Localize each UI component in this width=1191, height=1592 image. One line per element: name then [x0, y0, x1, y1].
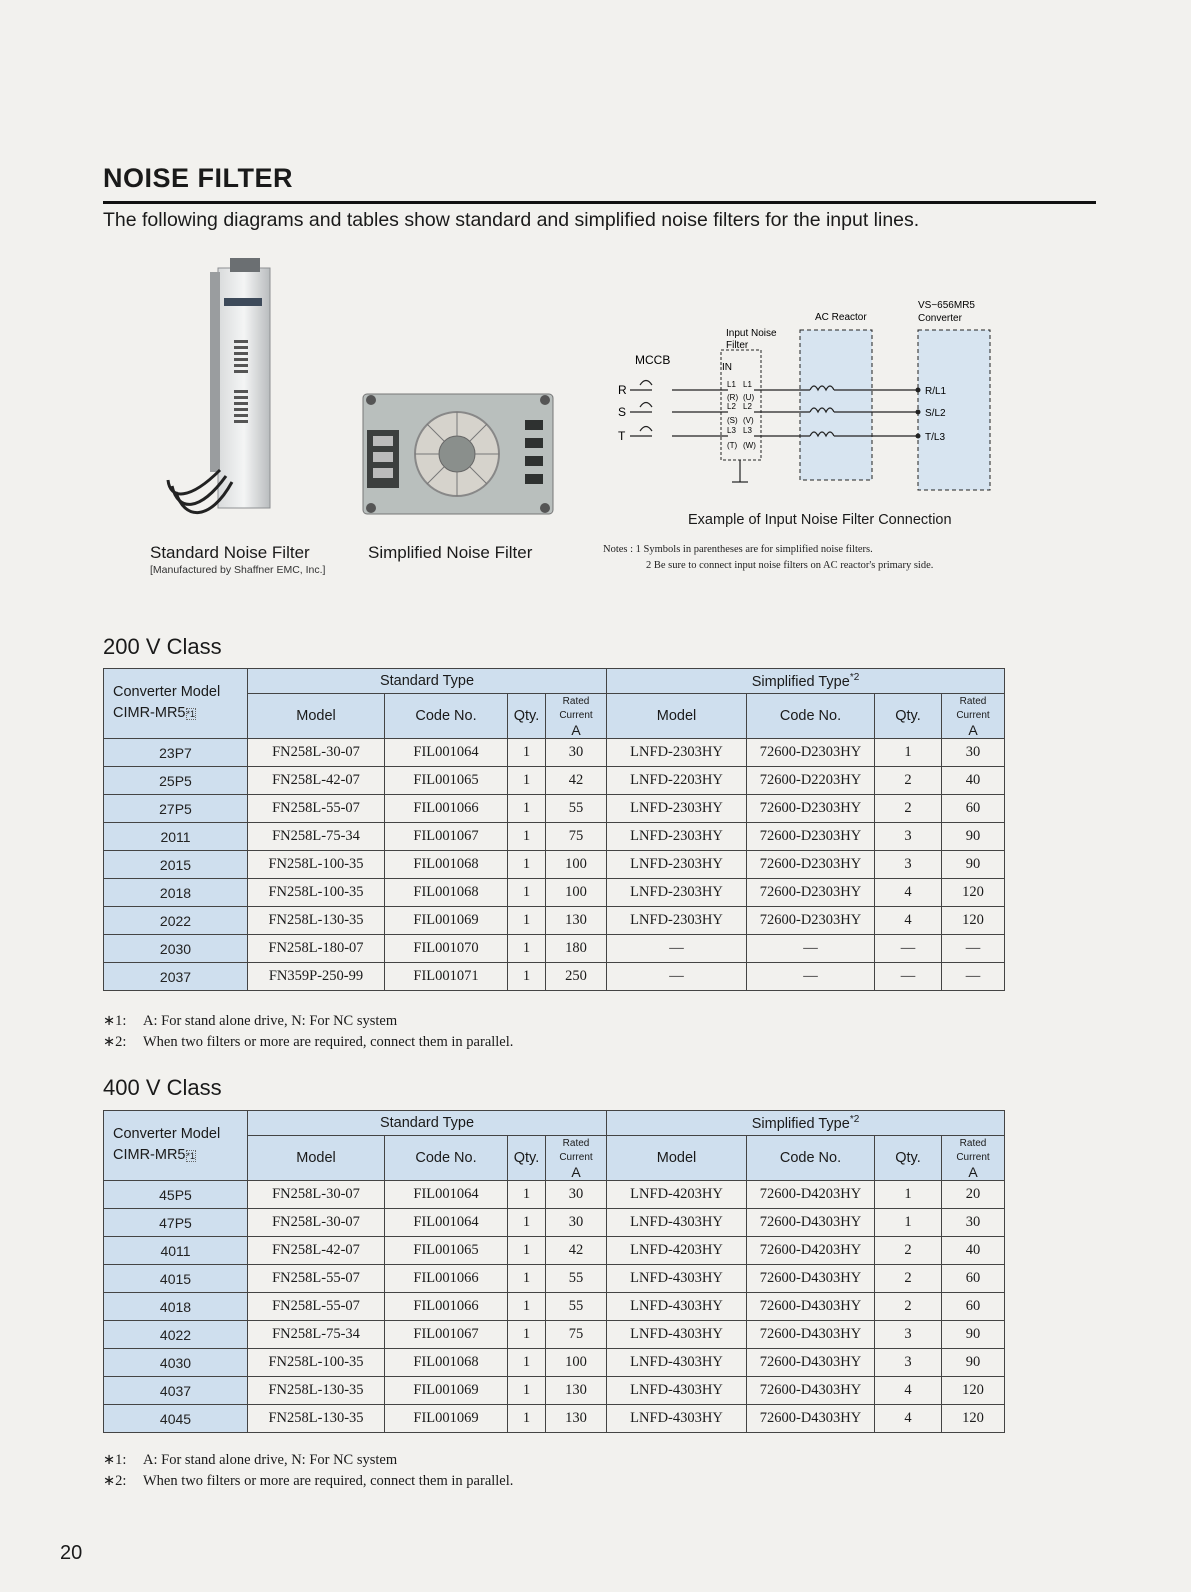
simp-current-cell: 120	[942, 1377, 1005, 1405]
page-number: 20	[60, 1542, 83, 1564]
s-label: S	[618, 405, 627, 419]
s-paren-label: (S)	[727, 416, 738, 425]
standard-type-header: Standard Type	[248, 669, 607, 694]
footnote-2: When two filters or more are required, connect them in parallel.	[143, 1034, 514, 1050]
table-row	[104, 1237, 1005, 1265]
simp-code-cell: 72600-D2303HY	[747, 795, 875, 823]
table-row	[104, 1181, 1005, 1209]
table-row	[104, 823, 1005, 851]
simp-qty-cell: 4	[875, 879, 942, 907]
simp-current-cell: 20	[942, 1181, 1005, 1209]
tl3-label: T/L3	[925, 432, 946, 443]
table-row	[104, 1349, 1005, 1377]
simp-qty-cell: 2	[875, 795, 942, 823]
converter-model-cell: 4045	[104, 1405, 248, 1433]
simp-code-cell: 72600-D4203HY	[747, 1237, 875, 1265]
std-code-cell: FIL001065	[385, 767, 508, 795]
sl2-label: S/L2	[925, 408, 946, 419]
converter-model-cell: 4037	[104, 1377, 248, 1405]
std-qty-cell: 1	[508, 851, 546, 879]
simp-model-cell: LNFD-2303HY	[607, 907, 747, 935]
standard-filter-caption: Standard Noise Filter	[150, 543, 310, 562]
simp-code-header: Code No.	[747, 694, 875, 739]
simp-code-cell: 72600-D4303HY	[747, 1321, 875, 1349]
std-code-cell: FIL001070	[385, 935, 508, 963]
r-label: R	[618, 383, 627, 397]
notes-prefix: Notes :	[603, 544, 634, 555]
converter-label2: Converter	[918, 313, 962, 324]
simp-rated-current-header: Rated Current A	[942, 694, 1005, 739]
std-current-cell: 30	[546, 739, 607, 767]
std-code-cell: FIL001067	[385, 1321, 508, 1349]
t-paren-label: (T)	[727, 441, 738, 450]
l3-out-label: L3	[743, 426, 752, 435]
simp-model-cell: LNFD-2303HY	[607, 795, 747, 823]
simp-model-cell: LNFD-2303HY	[607, 739, 747, 767]
std-code-cell: FIL001069	[385, 907, 508, 935]
simp-qty-cell: 2	[875, 1293, 942, 1321]
simp-code-cell: 72600-D2303HY	[747, 907, 875, 935]
simp-rated-current-header: Rated Current A	[942, 1136, 1005, 1181]
table-row	[104, 1293, 1005, 1321]
r-paren-label: (R)	[727, 393, 739, 402]
simp-code-cell: 72600-D4303HY	[747, 1405, 875, 1433]
std-current-cell: 75	[546, 823, 607, 851]
simp-model-cell: LNFD-4203HY	[607, 1237, 747, 1265]
simplified-type-header: Simplified Type$^{*2}$	[607, 669, 1005, 694]
std-current-cell: 42	[546, 767, 607, 795]
table-row	[104, 795, 1005, 823]
std-current-cell: 100	[546, 1349, 607, 1377]
simp-code-cell: 72600-D4203HY	[747, 1181, 875, 1209]
std-code-cell: FIL001064	[385, 739, 508, 767]
simp-qty-cell: 3	[875, 1321, 942, 1349]
converter-model-cell: 4022	[104, 1321, 248, 1349]
simp-current-cell: 120	[942, 1405, 1005, 1433]
std-code-cell: FIL001066	[385, 1265, 508, 1293]
footnote-1: A: For stand alone drive, N: For NC system	[143, 1452, 398, 1468]
ac-reactor-label: AC Reactor	[815, 312, 867, 323]
simp-code-cell: 72600-D4303HY	[747, 1349, 875, 1377]
section-title-200v: 200 V Class	[103, 634, 222, 659]
diagram-caption: Example of Input Noise Filter Connection	[688, 512, 952, 528]
std-current-cell: 55	[546, 1265, 607, 1293]
std-qty-cell: 1	[508, 767, 546, 795]
simp-current-cell: 30	[942, 739, 1005, 767]
std-qty-cell: 1	[508, 1405, 546, 1433]
converter-model-cell: 4018	[104, 1293, 248, 1321]
converter-model-cell: 4011	[104, 1237, 248, 1265]
converter-model-cell: 25P5	[104, 767, 248, 795]
converter-model-cell: 23P7	[104, 739, 248, 767]
std-model-cell: FN258L-130-35	[248, 1377, 385, 1405]
std-qty-cell: 1	[508, 795, 546, 823]
simp-code-cell: 72600-D2303HY	[747, 739, 875, 767]
std-model-cell: FN258L-130-35	[248, 907, 385, 935]
simp-code-cell: 72600-D4303HY	[747, 1265, 875, 1293]
std-current-cell: 130	[546, 1405, 607, 1433]
in-label: IN	[722, 362, 732, 373]
std-rated-current-header: Rated Current A	[546, 694, 607, 739]
std-qty-cell: 1	[508, 1265, 546, 1293]
simp-model-cell: LNFD-2303HY	[607, 851, 747, 879]
table-row	[104, 1377, 1005, 1405]
converter-model-cell: 2037	[104, 963, 248, 991]
l2-out-label: L2	[743, 402, 752, 411]
standard-filter-subcaption: [Manufactured by Shaffner EMC, Inc.]	[150, 564, 326, 576]
std-model-cell: FN258L-100-35	[248, 851, 385, 879]
std-qty-cell: 1	[508, 823, 546, 851]
std-current-cell: 42	[546, 1237, 607, 1265]
simp-code-cell: 72600-D2303HY	[747, 823, 875, 851]
table-row	[104, 963, 1005, 991]
std-qty-header: Qty.	[508, 694, 546, 739]
converter-label: VS−656MR5	[918, 300, 975, 311]
note-1: 1 Symbols in parentheses are for simplified noise filters.	[635, 544, 873, 555]
simplified-noise-filter-image	[355, 380, 560, 530]
l3-in-label: L3	[727, 426, 736, 435]
std-model-cell: FN258L-30-07	[248, 739, 385, 767]
u-paren-label: (U)	[743, 393, 755, 402]
simp-code-cell: —	[747, 963, 875, 991]
std-code-cell: FIL001066	[385, 1293, 508, 1321]
std-qty-cell: 1	[508, 1349, 546, 1377]
diagram-notes	[603, 542, 933, 574]
simp-model-cell: LNFD-2303HY	[607, 823, 747, 851]
simp-current-cell: 90	[942, 1321, 1005, 1349]
simp-current-cell: —	[942, 935, 1005, 963]
std-qty-cell: 1	[508, 739, 546, 767]
std-model-cell: FN258L-30-07	[248, 1209, 385, 1237]
simp-model-cell: LNFD-4303HY	[607, 1293, 747, 1321]
std-current-cell: 100	[546, 879, 607, 907]
simp-qty-cell: 1	[875, 739, 942, 767]
std-code-cell: FIL001071	[385, 963, 508, 991]
table-row	[104, 851, 1005, 879]
simp-current-cell: 60	[942, 1265, 1005, 1293]
simp-current-cell: 40	[942, 767, 1005, 795]
simp-code-cell: 72600-D2303HY	[747, 879, 875, 907]
simp-model-cell: —	[607, 935, 747, 963]
std-model-cell: FN258L-130-35	[248, 1405, 385, 1433]
simp-qty-cell: 2	[875, 1265, 942, 1293]
footnote-2: When two filters or more are required, connect them in parallel.	[143, 1473, 514, 1489]
converter-model-cell: 4030	[104, 1349, 248, 1377]
w-paren-label: (W)	[743, 441, 756, 450]
table-row	[104, 879, 1005, 907]
std-current-cell: 130	[546, 907, 607, 935]
simp-qty-header: Qty.	[875, 694, 942, 739]
std-model-cell: FN359P-250-99	[248, 963, 385, 991]
table-row	[104, 1265, 1005, 1293]
simp-qty-cell: 3	[875, 823, 942, 851]
std-current-cell: 75	[546, 1321, 607, 1349]
simp-code-cell: 72600-D4303HY	[747, 1293, 875, 1321]
std-model-cell: FN258L-42-07	[248, 767, 385, 795]
std-model-cell: FN258L-75-34	[248, 823, 385, 851]
table-200v	[103, 668, 1005, 991]
std-qty-cell: 1	[508, 1377, 546, 1405]
simp-code-cell: 72600-D4303HY	[747, 1209, 875, 1237]
std-code-cell: FIL001064	[385, 1209, 508, 1237]
l1-in-label: L1	[727, 380, 736, 389]
simp-qty-cell: 4	[875, 1377, 942, 1405]
converter-model-cell: 2018	[104, 879, 248, 907]
simp-qty-cell: 4	[875, 907, 942, 935]
simp-code-header: Code No.	[747, 1136, 875, 1181]
std-model-cell: FN258L-42-07	[248, 1237, 385, 1265]
input-filter-label2: Filter	[726, 340, 749, 351]
simp-qty-cell: 2	[875, 1237, 942, 1265]
std-qty-cell: 1	[508, 1321, 546, 1349]
l2-in-label: L2	[727, 402, 736, 411]
table-row	[104, 935, 1005, 963]
footnotes-400v: ∗1: A: For stand alone drive, N: For NC system ∗2: When two filters or more are required, connect them in parallel.	[103, 1452, 514, 1489]
std-qty-cell: 1	[508, 879, 546, 907]
simp-qty-cell: 4	[875, 1405, 942, 1433]
std-model-cell: FN258L-100-35	[248, 1349, 385, 1377]
title-rule	[103, 201, 1096, 204]
std-current-cell: 30	[546, 1209, 607, 1237]
std-qty-cell: 1	[508, 935, 546, 963]
std-qty-cell: 1	[508, 907, 546, 935]
l1-out-label: L1	[743, 380, 752, 389]
converter-model-cell: 47P5	[104, 1209, 248, 1237]
converter-model-header: Converter Model CIMR-MR5*1	[104, 1111, 248, 1181]
std-model-cell: FN258L-180-07	[248, 935, 385, 963]
standard-noise-filter-image	[150, 250, 300, 540]
simp-current-cell: 60	[942, 795, 1005, 823]
std-code-cell: FIL001064	[385, 1181, 508, 1209]
simp-code-cell: 72600-D2303HY	[747, 851, 875, 879]
simp-code-cell: 72600-D2203HY	[747, 767, 875, 795]
std-qty-cell: 1	[508, 1181, 546, 1209]
converter-model-cell: 45P5	[104, 1181, 248, 1209]
std-code-cell: FIL001069	[385, 1405, 508, 1433]
simp-qty-cell: 2	[875, 767, 942, 795]
std-current-cell: 130	[546, 1377, 607, 1405]
std-current-cell: 250	[546, 963, 607, 991]
simp-model-cell: LNFD-4303HY	[607, 1265, 747, 1293]
std-qty-header: Qty.	[508, 1136, 546, 1181]
simp-current-cell: 90	[942, 823, 1005, 851]
t-label: T	[618, 429, 626, 443]
simp-current-cell: —	[942, 963, 1005, 991]
table-row	[104, 1209, 1005, 1237]
simp-current-cell: 90	[942, 851, 1005, 879]
page-title: NOISE FILTER	[103, 163, 294, 193]
simp-current-cell: 120	[942, 879, 1005, 907]
std-code-cell: FIL001069	[385, 1377, 508, 1405]
section-title-400v: 400 V Class	[103, 1075, 222, 1100]
converter-model-cell: 2011	[104, 823, 248, 851]
table-row	[104, 1405, 1005, 1433]
std-current-cell: 100	[546, 851, 607, 879]
converter-model-cell: 2015	[104, 851, 248, 879]
std-code-header: Code No.	[385, 1136, 508, 1181]
std-current-cell: 30	[546, 1181, 607, 1209]
std-model-cell: FN258L-55-07	[248, 1293, 385, 1321]
simp-model-cell: LNFD-4303HY	[607, 1349, 747, 1377]
std-qty-cell: 1	[508, 1293, 546, 1321]
std-current-cell: 180	[546, 935, 607, 963]
intro-text: The following diagrams and tables show standard and simplified noise filters for the input lines.	[103, 209, 920, 231]
simp-qty-cell: 1	[875, 1181, 942, 1209]
simp-qty-cell: —	[875, 935, 942, 963]
simp-code-cell: 72600-D4303HY	[747, 1377, 875, 1405]
converter-model-cell: 27P5	[104, 795, 248, 823]
simp-current-cell: 120	[942, 907, 1005, 935]
std-model-cell: FN258L-75-34	[248, 1321, 385, 1349]
v-paren-label: (V)	[743, 416, 754, 425]
std-model-header: Model	[248, 1136, 385, 1181]
std-code-cell: FIL001068	[385, 851, 508, 879]
std-model-cell: FN258L-55-07	[248, 795, 385, 823]
simp-current-cell: 90	[942, 1349, 1005, 1377]
std-model-header: Model	[248, 694, 385, 739]
simp-code-cell: —	[747, 935, 875, 963]
converter-model-cell: 4015	[104, 1265, 248, 1293]
table-row	[104, 767, 1005, 795]
simp-qty-header: Qty.	[875, 1136, 942, 1181]
standard-type-header: Standard Type	[248, 1111, 607, 1136]
simp-current-cell: 40	[942, 1237, 1005, 1265]
simp-qty-cell: —	[875, 963, 942, 991]
converter-model-header: Converter Model CIMR-MR5*1	[104, 669, 248, 739]
simp-qty-cell: 1	[875, 1209, 942, 1237]
input-filter-label: Input Noise	[726, 328, 777, 339]
simp-model-header: Model	[607, 1136, 747, 1181]
converter-model-cell: 2030	[104, 935, 248, 963]
simp-model-cell: LNFD-2303HY	[607, 879, 747, 907]
std-model-cell: FN258L-100-35	[248, 879, 385, 907]
std-current-cell: 55	[546, 1293, 607, 1321]
std-current-cell: 55	[546, 795, 607, 823]
std-rated-current-header: Rated Current A	[546, 1136, 607, 1181]
rl1-label: R/L1	[925, 386, 947, 397]
connection-diagram	[600, 290, 1000, 510]
footnotes-200v: ∗1: A: For stand alone drive, N: For NC system ∗2: When two filters or more are required, connect them in parallel.	[103, 1013, 514, 1050]
simp-model-header: Model	[607, 694, 747, 739]
table-400v	[103, 1110, 1005, 1433]
simp-qty-cell: 3	[875, 851, 942, 879]
std-code-header: Code No.	[385, 694, 508, 739]
table-row	[104, 739, 1005, 767]
simplified-type-header: Simplified Type$^{*2}$	[607, 1111, 1005, 1136]
simp-current-cell: 30	[942, 1209, 1005, 1237]
std-qty-cell: 1	[508, 963, 546, 991]
note-2: 2 Be sure to connect input noise filters on AC reactor's primary side.	[646, 560, 934, 571]
std-code-cell: FIL001065	[385, 1237, 508, 1265]
simp-model-cell: LNFD-4303HY	[607, 1405, 747, 1433]
std-code-cell: FIL001067	[385, 823, 508, 851]
std-model-cell: FN258L-30-07	[248, 1181, 385, 1209]
simp-current-cell: 60	[942, 1293, 1005, 1321]
footnote-1: A: For stand alone drive, N: For NC system	[143, 1013, 398, 1029]
simp-model-cell: LNFD-4203HY	[607, 1181, 747, 1209]
mccb-label: MCCB	[635, 353, 671, 367]
std-code-cell: FIL001068	[385, 879, 508, 907]
simplified-filter-caption: Simplified Noise Filter	[368, 543, 533, 562]
simp-model-cell: LNFD-4303HY	[607, 1209, 747, 1237]
std-code-cell: FIL001068	[385, 1349, 508, 1377]
std-code-cell: FIL001066	[385, 795, 508, 823]
ac-reactor-shade	[800, 330, 872, 480]
simp-model-cell: LNFD-4303HY	[607, 1321, 747, 1349]
table-row	[104, 907, 1005, 935]
converter-model-cell: 2022	[104, 907, 248, 935]
simp-model-cell: LNFD-4303HY	[607, 1377, 747, 1405]
simp-model-cell: LNFD-2203HY	[607, 767, 747, 795]
simp-model-cell: —	[607, 963, 747, 991]
table-row	[104, 1321, 1005, 1349]
simp-qty-cell: 3	[875, 1349, 942, 1377]
std-model-cell: FN258L-55-07	[248, 1265, 385, 1293]
std-qty-cell: 1	[508, 1237, 546, 1265]
std-qty-cell: 1	[508, 1209, 546, 1237]
